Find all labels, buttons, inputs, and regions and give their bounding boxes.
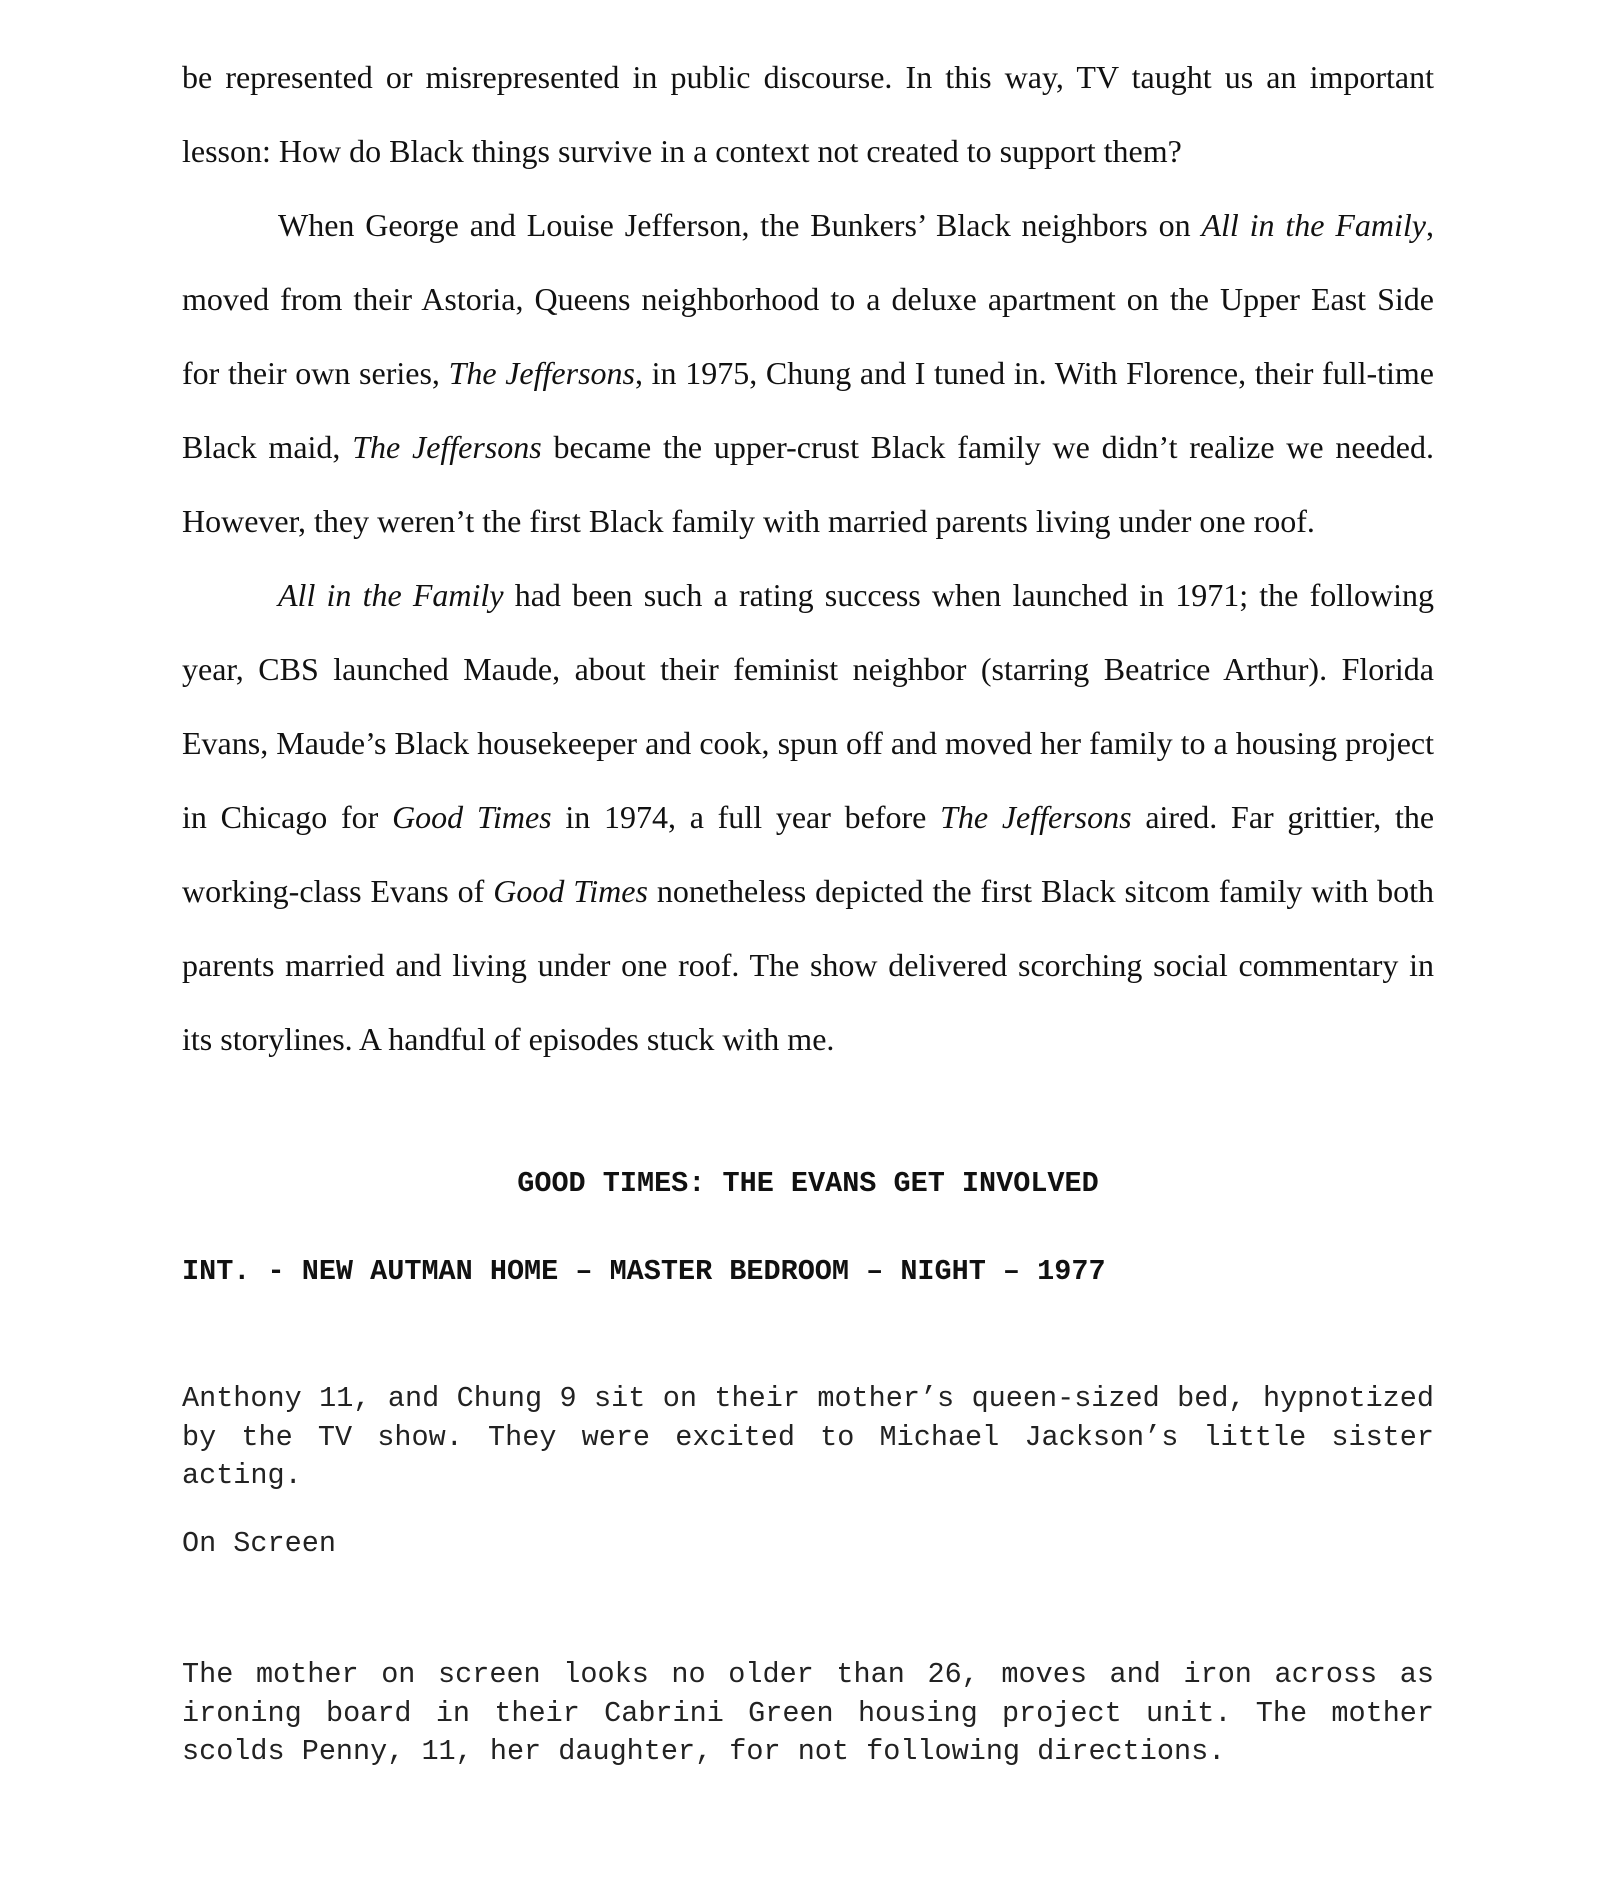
title-the-jeffersons: The Jeffersons	[352, 429, 542, 465]
paragraph-3-text-b: had been such a rating success when launched in 1971; the following year, CBS launched Maude, about their feminist neighbor (starring Beatrice Arthur). Florida Evans, Maude’s Black housekeeper and cook, spun off and moved her family to a housing project in Chicago for	[182, 577, 1435, 835]
title-good-times: Good Times	[493, 873, 648, 909]
paragraph-1-text: be represented or misrepresented in public discourse. In this way, TV taught us an important lesson: How do Black things survive in a context not created to support them?	[182, 59, 1434, 169]
paragraph-3	[182, 558, 1434, 1076]
script-title: GOOD TIMES: THE EVANS GET INVOLVED	[517, 1167, 1099, 1200]
paragraph-2-text-a: When George and Louise Jefferson, the Bunkers’ Black neighbors on	[278, 207, 1202, 243]
paragraph-2-text-g: became the upper-crust Black family we didn’t realize we needed. However, they weren’t the first Black family with married parents living under one roof.	[182, 429, 1435, 539]
paragraph-3-text-d: in 1974, a full year before	[551, 799, 941, 835]
title-the-jeffersons: The Jeffersons	[940, 799, 1132, 835]
paragraph-3-text-f: aired. Far grittier, the working-class Evans of	[182, 799, 1435, 909]
paragraph-1	[182, 40, 1434, 188]
paragraph-2-text-e: , in 1975, Chung and I tuned in. With Florence, their full-time Black maid,	[182, 355, 1435, 465]
prose-section	[182, 40, 1434, 1076]
paragraph-3-text-h: nonetheless depicted the first Black sitcom family with both parents married and living under one roof. The show delivered scorching social commentary in its storylines. A handful of episodes stuck with me.	[182, 873, 1435, 1057]
action-line-2: The mother on screen looks no older than 26, moves and iron across as ironing board in their Cabrini Green housing project unit. The mother scolds Penny, 11, her daughter, for not following directions.	[182, 1658, 1434, 1768]
title-the-jeffersons: The Jeffersons	[448, 355, 635, 391]
action-line-1: Anthony 11, and Chung 9 sit on their mother’s queen-sized bed, hypnotized by the TV show. They were excited to Michael Jackson’s little sister acting.	[182, 1382, 1434, 1492]
paragraph-2-text-c: , moved from their Astoria, Queens neighborhood to a deluxe apartment on the Upper East Side for their own series,	[182, 207, 1434, 391]
title-all-in-the-family: All in the Family	[1201, 207, 1426, 243]
on-screen-label: On Screen	[182, 1527, 336, 1560]
title-good-times: Good Times	[392, 799, 552, 835]
paragraph-2	[182, 188, 1434, 558]
scene-heading: INT. - NEW AUTMAN HOME – MASTER BEDROOM – NIGHT – 1977	[182, 1255, 1106, 1288]
title-all-in-the-family: All in the Family	[278, 577, 504, 613]
document-page	[182, 40, 1435, 1768]
